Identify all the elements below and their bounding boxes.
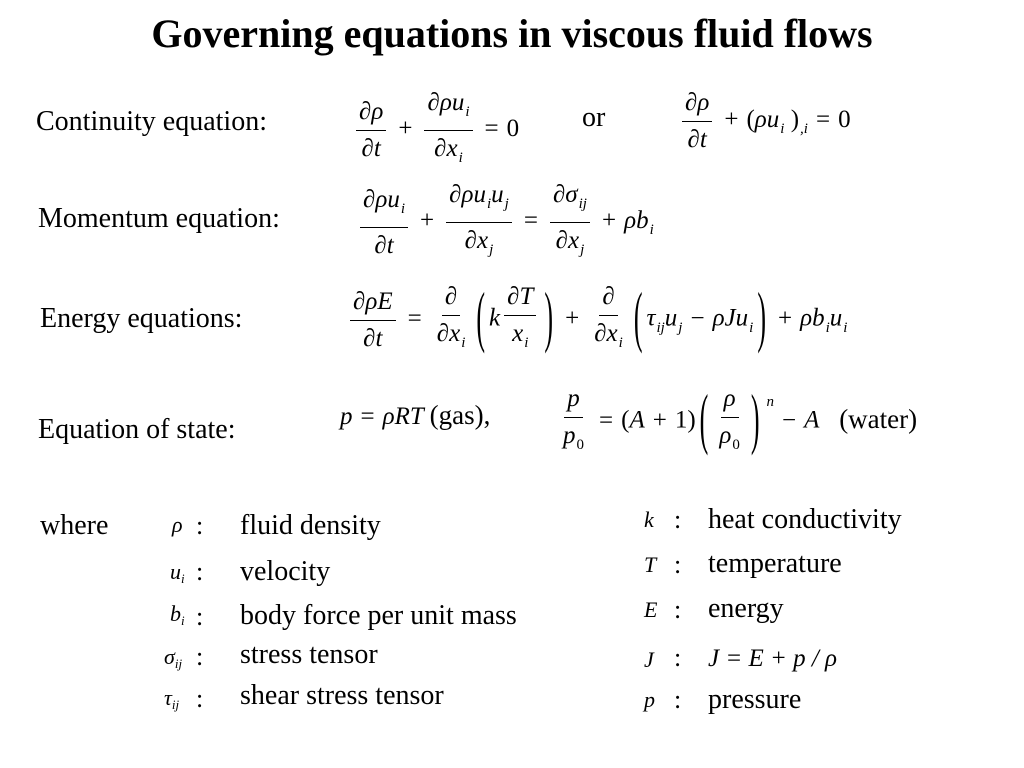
continuity-label: Continuity equation: xyxy=(36,106,267,137)
energy-equation: $\frac{\partial\rho E}{\partial t}$ = $\frac{\partial}{\partial x_i}$ ( k $\frac{\partial T}{x_i}$ ) + $\frac{\partial}{\partial x_i}$ ( $\tau_{ij}u_j - \rho Ju_i$ ) + $\rho b_iu_i$ xyxy=(346,282,847,358)
symbol-k: k xyxy=(644,507,654,532)
desc-E: energy xyxy=(708,593,784,624)
colon: : xyxy=(196,684,204,713)
continuity-equation-index: $\frac{\partial\rho}{\partial t}$ + ($\rho u_i$ )$_{,i} = 0$ xyxy=(678,88,851,155)
symbol-rho: ρ xyxy=(172,512,183,537)
or-label: or xyxy=(582,102,606,133)
desc-tau: shear stress tensor xyxy=(240,680,444,711)
desc-ui: velocity xyxy=(240,556,331,587)
desc-T: temperature xyxy=(708,548,842,579)
colon: : xyxy=(674,550,682,579)
where-label: where xyxy=(40,510,109,541)
desc-sigma: stress tensor xyxy=(240,639,378,670)
symbol-tau: τij xyxy=(164,685,180,712)
momentum-label: Momentum equation: xyxy=(38,203,280,234)
symbol-T: T xyxy=(644,552,657,577)
colon: : xyxy=(196,557,204,586)
energy-label: Energy equations: xyxy=(40,303,243,334)
desc-rho: fluid density xyxy=(240,510,381,541)
symbol-ui: ui xyxy=(170,559,185,586)
symbol-sigma: σij xyxy=(164,644,183,671)
colon: : xyxy=(674,643,682,672)
momentum-equation: $\frac{\partial\rho u_i}{\partial t}$ + $\frac{\partial\rho u_iu_j}{\partial x_j}$ = $\frac{\partial\sigma_{ij}}{\partial x_j}$ + $\rho b_i$ xyxy=(356,180,654,265)
colon: : xyxy=(196,511,204,540)
state-equation-water: $\frac{p}{p_0}$ = (A + 1) ( $\frac{\rho}{\rho_0}$ ) $^n$− A (water) xyxy=(563,380,918,457)
colon: : xyxy=(674,685,682,714)
slide-title: Governing equations in viscous fluid flows xyxy=(151,11,873,56)
state-equation-gas: p = ρRT (gas), xyxy=(340,400,491,430)
desc-bi: body force per unit mass xyxy=(240,600,517,631)
water-note: (water) xyxy=(839,403,918,434)
colon: : xyxy=(674,595,682,624)
symbol-J: J xyxy=(644,647,654,672)
desc-k: heat conductivity xyxy=(708,504,902,535)
state-label: Equation of state: xyxy=(38,414,236,445)
symbol-bi: bi xyxy=(170,601,185,628)
colon: : xyxy=(674,505,682,534)
gas-note: (gas), xyxy=(429,400,491,430)
colon: : xyxy=(196,642,204,671)
continuity-equation: $\frac{\partial\rho}{\partial t}$ + $\frac{\partial\rho u_i}{\partial x_i}$ = 0 xyxy=(352,88,519,173)
symbol-E: E xyxy=(644,597,658,622)
colon: : xyxy=(196,602,204,631)
symbol-p: p xyxy=(644,687,655,712)
desc-p: pressure xyxy=(708,684,802,715)
desc-J: J = E + p / ρ xyxy=(708,645,838,672)
